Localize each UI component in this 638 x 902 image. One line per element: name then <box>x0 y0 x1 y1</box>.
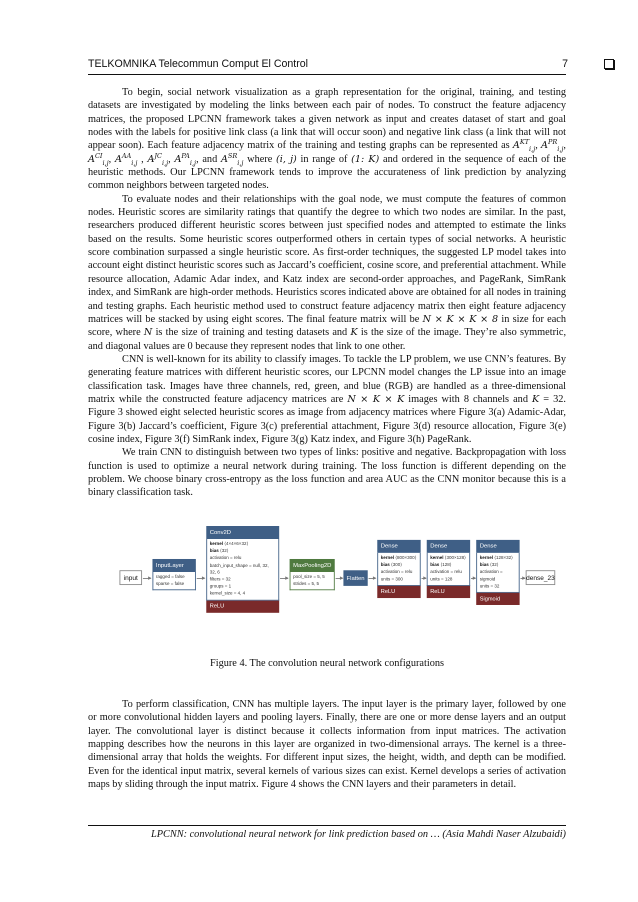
body-text-top <box>88 86 566 500</box>
arrow <box>520 578 524 579</box>
dense-2-params: kernel ⟨300×128⟩ bias ⟨128⟩ activation = relu units = 128 <box>427 553 470 586</box>
dense-1-params: kernel ⟨800×300⟩ bias ⟨300⟩ activation = relu units = 300 <box>377 553 420 586</box>
dense-layer-3 <box>476 540 519 605</box>
page-header <box>88 58 566 74</box>
arrow <box>280 578 288 579</box>
input-layer-params: ragged = false sparse = false <box>152 572 195 591</box>
maxpooling2d-params: pool_size = 5, 5 strides = 5, 5 <box>290 572 335 590</box>
figure-caption: Figure 4. The convolution neural network configurations <box>209 658 444 669</box>
page-number: 7 <box>562 58 568 70</box>
dense-2-activation: ReLU <box>427 586 470 598</box>
paragraph-3: CNN is well-known for its ability to classify images. To tackle the LP problem, we use CNN’s features. By generating feature matrices with different heuristic scores, our LPCNN model changes the LP issue into an image classification task. Images have three channels, red, green, and blue (RGB) are handled as a three-dimensional matrix while the constructed feature adjacency matrices are N × K × K images with 8 channels and K = 32. Figure 3 showed eight selected heuristic scores as image from adjacency matrices where Figure 3(a) Adamic-Adar, Figure 3(b) Jaccard’s coefficient, Figure 3(c) preferential attachment, Figure 3(d) resource allocation, Figure 3(e) cosine index, Figure 3(f) SimRank index, Figure 3(g) Katz index, and Figure 3(h) PageRank. <box>88 353 566 445</box>
dense-2-title: Dense <box>427 540 470 553</box>
arrow <box>471 578 475 579</box>
body-text-bottom <box>88 698 566 791</box>
dense-1-activation: ReLU <box>377 586 420 598</box>
dense-layer-1 <box>377 540 420 598</box>
arrow <box>143 578 151 579</box>
header-divider <box>88 74 566 75</box>
arrow <box>369 578 376 579</box>
arrow <box>197 578 205 579</box>
dense-1-title: Dense <box>377 540 420 553</box>
dense-layer-2 <box>427 540 470 598</box>
input-layer-node <box>152 559 195 591</box>
conv2d-params: kernel ⟨4×4×6×32⟩ bias ⟨32⟩ activation = relu batch_input_shape = null, 32, 32, 6 filters = 32 groups = 1 kernel_size = 4, 4 <box>206 539 279 600</box>
output-node: dense_23 <box>526 570 556 585</box>
maxpooling2d-node <box>290 559 335 590</box>
dense-3-title: Dense <box>476 540 519 553</box>
conv2d-activation: ReLU <box>206 600 279 612</box>
paragraph-2: To evaluate nodes and their relationships with the goal node, we must compute the features of common nodes. Heuristic scores are similarity ratings that quantify the degree to which two nodes are similar. In the past, researchers produced different heuristic scores between just specified nodes and attempted to estimate the links based on the results. Some heuristic scores outperformed others in certain types of social networks. A heuristic score combination surpassed a single heuristic score. As first-order techniques, the suggested LP model takes into account eight distinct heuristic scores such as Jaccard’s coefficient, cosine score, and preferential attachment. While resource allocation, Adamic Adar index, and Katz index are second-order approaches, and PageRank, SimRank index, and SimRank are high-order methods. Heuristics scores indicated above are obtained for all nodes in training and testing graphs. Each heuristic method used to construct feature adjacency matrix then eight feature adjacency matrices will be stacked by using eight scores. The final feature matrix will be N × K × K × 8 in size for each score, where N is the size of training and testing datasets and K is the size of the image. They’re also symmetric, and diagonal values are 0 because they represent nodes that link to one other. <box>88 193 567 352</box>
dense-3-params: kernel ⟨128×32⟩ bias ⟨32⟩ activation = sigmoid units = 32 <box>476 553 519 593</box>
input-layer-title: InputLayer <box>152 559 195 572</box>
paragraph-5: To perform classification, CNN has multiple layers. The input layer is the primary layer, followed by one or more convolutional hidden layers and pooling layers. Finally, there are one or more dense layers and an output layer. The convolutional layer is distinct because it collects information from input matrices. The activation mapping describes how the neurons in this layer are organized in two-dimensional arrays. The kernel is a three-dimensional array that holds the weights. For different input sizes, the height, width, and depth can be modified. Even for the identical input matrix, several kernels of various sizes can exist. Kernel develops a series of activation maps by sliding through the input matrix. Figure 4 shows the CNN layers and their parameters in detail. <box>88 699 566 791</box>
paragraph-1: To begin, social network visualization as a graph representation for the original, training, and testing datasets are investigated by modeling the links between each pair of nodes. To construct the feature adjacency matrices, the proposed LPCNN framework takes a given network as input and creates dataset of start and goal nodes with the labels for positive link class (a link that will occur soon) and negative link class (a link that will not appear soon). Each feature adjacency matrix of the training and testing graphs can be represented as $A^{KT}_{i,j}$, $A^{PR}_{i,j}$, $A^{CI}_{i,j}$, $A^{AA}_{i,j}$ , $A^{JC}_{i,j}$, $A^{PA}_{i,j}$, and $A^{SR}_{i,j}$ where (i, j) in range of (1: K) and ordered in the sequence of each of the heuristic methods. Our LPCNN framework tends to improve the accurateness of link prediction by analyzing common neighbors between targeted nodes. <box>88 87 566 192</box>
conv2d-node <box>206 526 279 612</box>
conv2d-title: Conv2D <box>206 526 279 539</box>
arrow <box>422 578 426 579</box>
cnn-configuration-figure <box>116 526 555 632</box>
input-node: input <box>119 570 142 585</box>
paragraph-4: We train CNN to distinguish between two types of links: positive and negative. Backpropagation with loss function is used to optimize a neural network during training. The loss function is different depending on the problem. We choose binary cross-entropy as the loss function and area AUC as the CNN monitor because this is a binary classification task. <box>88 447 566 499</box>
maxpooling2d-title: MaxPooling2D <box>290 559 335 572</box>
page-footer: LPCNN: convolutional neural network for link prediction based on … (Asia Mahdi Naser Alzubaidi) <box>150 829 566 840</box>
footer-divider <box>88 825 566 826</box>
arrow <box>336 578 343 579</box>
journal-title: TELKOMNIKA Telecommun Comput El Control <box>88 58 309 70</box>
flatten-node: Flatten <box>343 570 367 586</box>
checkbox-square-icon <box>604 59 614 69</box>
dense-3-activation: Sigmoid <box>476 593 519 605</box>
